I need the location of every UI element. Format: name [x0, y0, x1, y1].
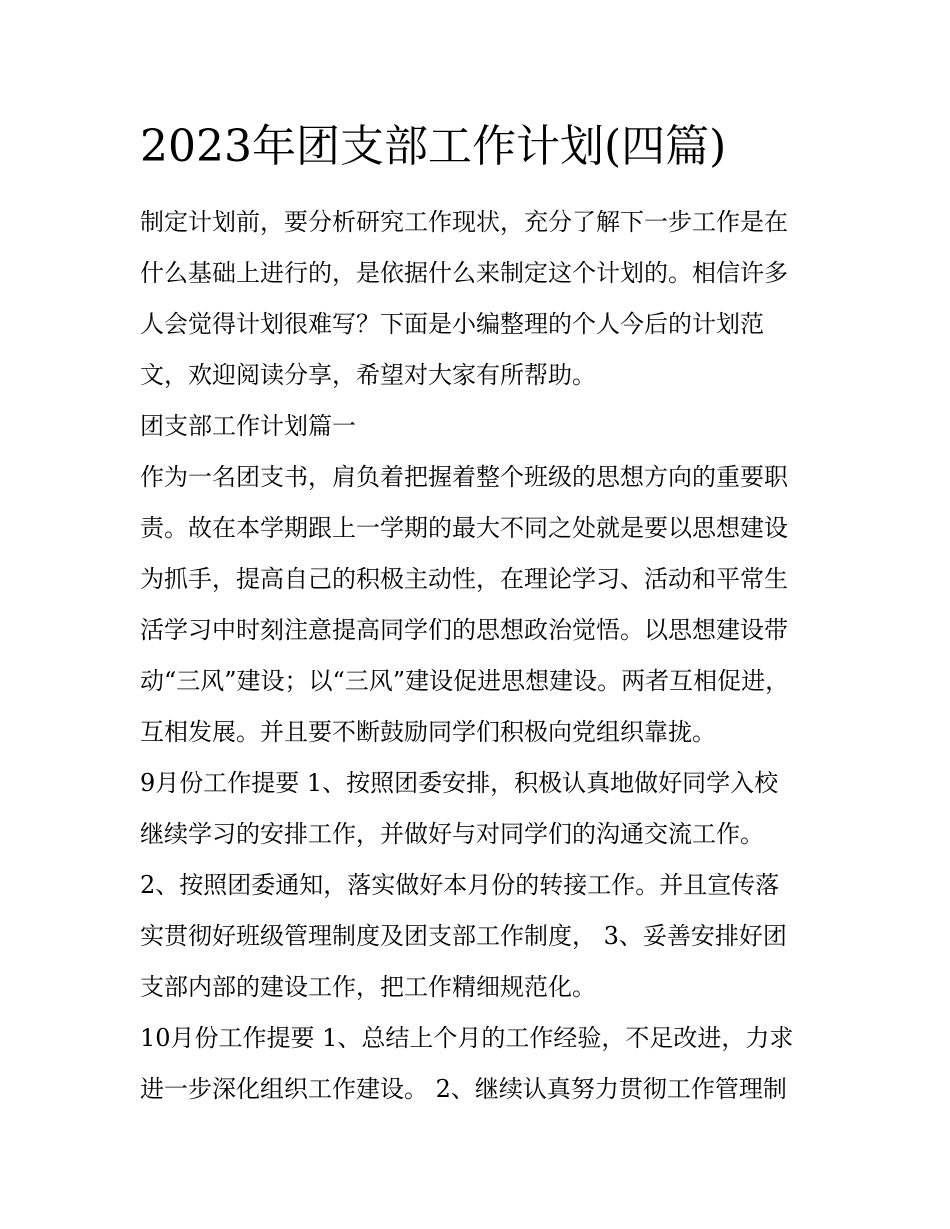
paragraph-line: 10月份工作提要 1、总结上个月的工作经验，不足改进，力求	[140, 1024, 794, 1052]
paragraph-line: 9月份工作提要 1、按照团委安排，积极认真地做好同学入校	[140, 769, 779, 797]
paragraph-line: 进一步深化组织工作建设。 2、继续认真努力贯彻工作管理制	[140, 1075, 787, 1103]
paragraph-line: 文，欢迎阅读分享，希望对大家有所帮助。	[140, 361, 596, 389]
paragraph-line: 责。故在本学期跟上一学期的最大不同之处就是要以思想建设	[140, 514, 788, 542]
paragraph-line: 互相发展。并且要不断鼓励同学们积极向党组织靠拢。	[140, 718, 716, 746]
paragraph-line: 什么基础上进行的，是依据什么来制定这个计划的。相信许多	[140, 259, 788, 287]
paragraph-line: 继续学习的安排工作，并做好与对同学们的沟通交流工作。	[140, 820, 764, 848]
paragraph-line: 动“三风”建设；以“三风”建设促进思想建设。两者互相促进，	[140, 667, 790, 695]
paragraph-line: 实贯彻好班级管理制度及团支部工作制度， 3、妥善安排好团	[140, 922, 787, 950]
paragraph-line: 制定计划前，要分析研究工作现状，充分了解下一步工作是在	[140, 208, 788, 236]
paragraph-line: 作为一名团支书，肩负着把握着整个班级的思想方向的重要职	[140, 463, 788, 491]
paragraph-line: 人会觉得计划很难写？下面是小编整理的个人今后的计划范	[140, 310, 764, 338]
section-heading: 团支部工作计划篇一	[140, 412, 356, 440]
paragraph-line: 支部内部的建设工作，把工作精细规范化。	[140, 973, 596, 1001]
document-title: 2023年团支部工作计划(四篇)	[140, 121, 727, 172]
paragraph-line: 2、按照团委通知，落实做好本月份的转接工作。并且宣传落	[140, 871, 780, 899]
paragraph-line: 活学习中时刻注意提高同学们的思想政治觉悟。以思想建设带	[140, 616, 788, 644]
paragraph-line: 为抓手，提高自己的积极主动性，在理论学习、活动和平常生	[140, 565, 788, 593]
